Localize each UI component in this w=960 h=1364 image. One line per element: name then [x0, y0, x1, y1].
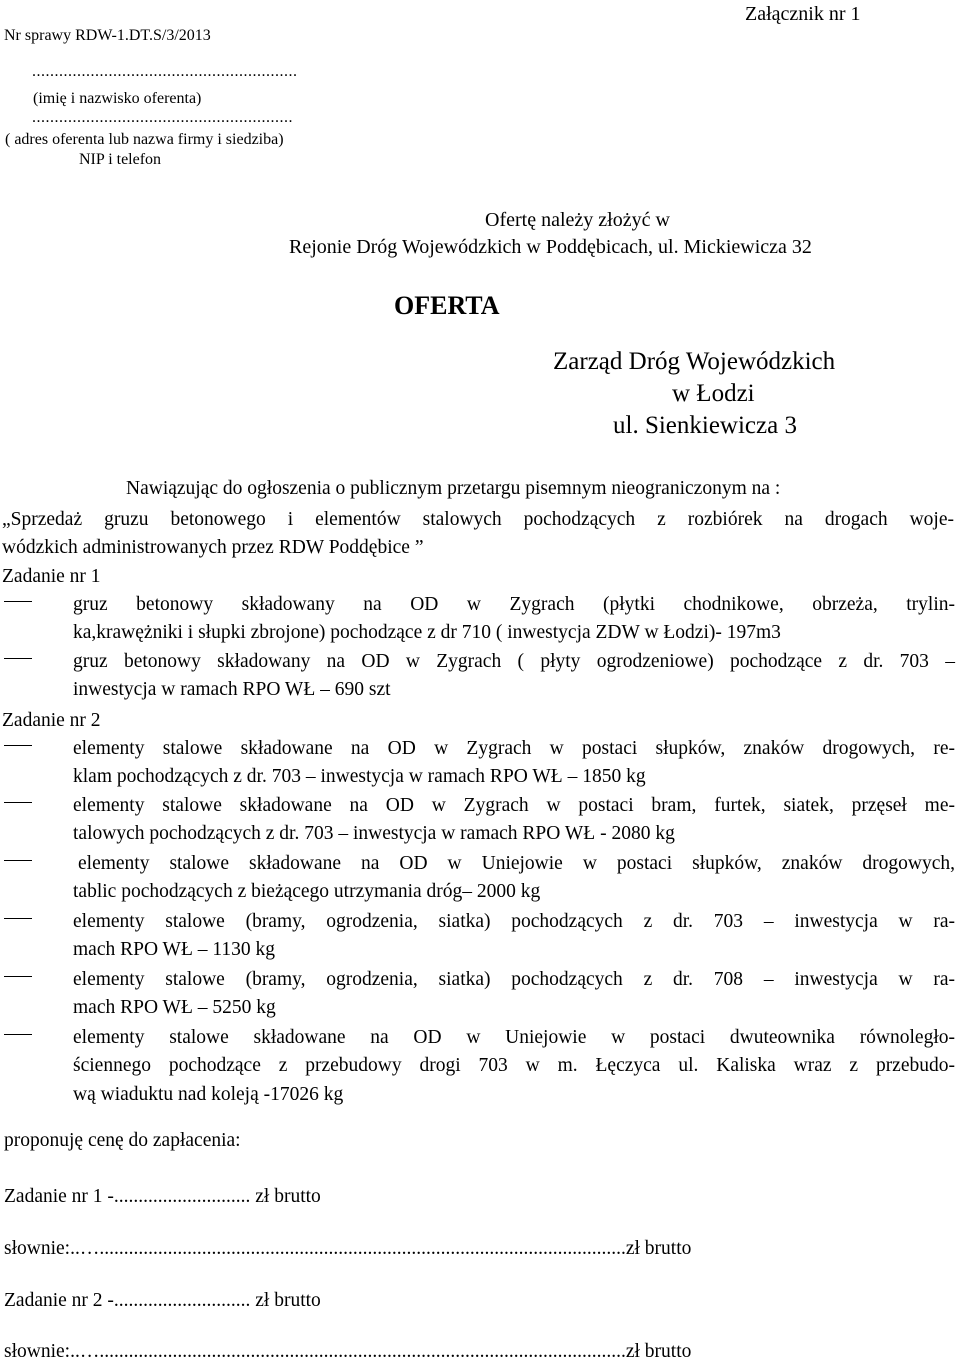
- dash-bullet-icon: [4, 918, 32, 919]
- recipient-line-2: w Łodzi: [672, 380, 755, 407]
- list-item-line: tablic pochodzących z bieżącego utrzymania dróg– 2000 kg: [73, 881, 541, 903]
- list-item-line: gruz betonowy składowany na OD w Zygrach ( płyty ogrodzeniowe) pochodzące z dr. 703 –: [73, 651, 955, 672]
- dash-bullet-icon: [4, 745, 32, 746]
- list-item-line: ściennego pochodzące z przebudowy drogi 703 w m. Łęczyca ul. Kaliska wraz z przebudo-: [73, 1055, 955, 1077]
- bidder-address-caption: ( adres oferenta lub nazwa firmy i siedziba): [5, 131, 284, 148]
- list-item-line: mach RPO WŁ – 5250 kg: [73, 997, 276, 1019]
- bidder-name-caption: (imię i nazwisko oferenta): [33, 90, 202, 107]
- bidder-address-dots: ..........................................................: [32, 109, 293, 126]
- list-item-line: mach RPO WŁ – 1130 kg: [73, 939, 276, 961]
- task2-price-line: Zadanie nr 2 -............................ zł brutto: [4, 1290, 321, 1311]
- list-item-line: wą wiaduktu nad koleją -17026 kg: [73, 1083, 344, 1105]
- list-item-line: elementy stalowe (bramy, ogrodzenia, siatka) pochodzących z dr. 708 – inwestycja w ra-: [73, 969, 955, 990]
- list-item-line: elementy stalowe składowane na OD w Uniejowie w postaci słupków, znaków drogowych,: [78, 853, 955, 874]
- task2-heading: Zadanie nr 2: [2, 710, 101, 731]
- list-item-line: talowych pochodzących z dr. 703 – inwestycja w ramach RPO WŁ - 2080 kg: [73, 823, 675, 845]
- intro-line-1: Nawiązując do ogłoszenia o publicznym przetargu pisemnym nieograniczonym na :: [126, 478, 781, 499]
- list-item-line: inwestycja w ramach RPO WŁ – 690 szt: [73, 679, 391, 701]
- list-item-line: gruz betonowy składowany na OD w Zygrach (płytki chodnikowe, obrzeża, trylin-: [73, 594, 955, 615]
- case-number: Nr sprawy RDW-1.DT.S/3/2013: [4, 27, 211, 44]
- list-item-line: klam pochodzących z dr. 703 – inwestycja w ramach RPO WŁ – 1850 kg: [73, 766, 646, 788]
- dash-bullet-icon: [4, 658, 32, 659]
- dash-bullet-icon: [4, 802, 32, 803]
- intro-line-2: „Sprzedaż gruzu betonowego i elementów stalowych pochodzących z rozbiórek na drogach woje-: [2, 509, 954, 530]
- submission-line-1: Ofertę należy złożyć w: [485, 209, 670, 231]
- list-item-line: elementy stalowe składowane na OD w Zygrach w postaci bram, furtek, siatek, przęseł me-: [73, 795, 955, 816]
- pricing-lead: proponuję cenę do zapłacenia:: [4, 1130, 241, 1151]
- list-item-line: ka,krawężniki i słupki zbrojone) pochodzące z dr 710 ( inwestycja ZDW w Łodzi)- 197m3: [73, 622, 781, 644]
- bidder-nip-caption: NIP i telefon: [79, 151, 162, 168]
- dash-bullet-icon: [4, 860, 32, 861]
- attachment-label: Załącznik nr 1: [745, 3, 861, 25]
- recipient-line-1: Zarząd Dróg Wojewódzkich: [553, 348, 836, 375]
- list-item-line: elementy stalowe (bramy, ogrodzenia, siatka) pochodzących z dr. 703 – inwestycja w ra-: [73, 911, 955, 932]
- submission-line-2: Rejonie Dróg Wojewódzkich w Poddębicach, ul. Mickiewicza 32: [289, 236, 812, 258]
- intro-line-3: wódzkich administrowanych przez RDW Poddębice ”: [2, 537, 424, 558]
- recipient-line-3: ul. Sienkiewicza 3: [613, 412, 797, 439]
- task2-price-in-words: słownie:..…............................................................................................................zł brutto: [4, 1341, 692, 1362]
- page-title: OFERTA: [394, 291, 500, 320]
- task1-price-in-words: słownie:..…............................................................................................................zł brutto: [4, 1238, 692, 1259]
- list-item-line: elementy stalowe składowane na OD w Zygrach w postaci słupków, znaków drogowych, re-: [73, 738, 955, 759]
- bidder-name-dots: ...........................................................: [32, 63, 298, 80]
- task1-heading: Zadanie nr 1: [2, 566, 101, 587]
- list-item-line: elementy stalowe składowane na OD w Uniejowie w postaci dwuteownika równoległo-: [73, 1027, 955, 1048]
- dash-bullet-icon: [4, 601, 32, 602]
- task1-price-line: Zadanie nr 1 -............................ zł brutto: [4, 1186, 321, 1207]
- dash-bullet-icon: [4, 1034, 32, 1035]
- dash-bullet-icon: [4, 976, 32, 977]
